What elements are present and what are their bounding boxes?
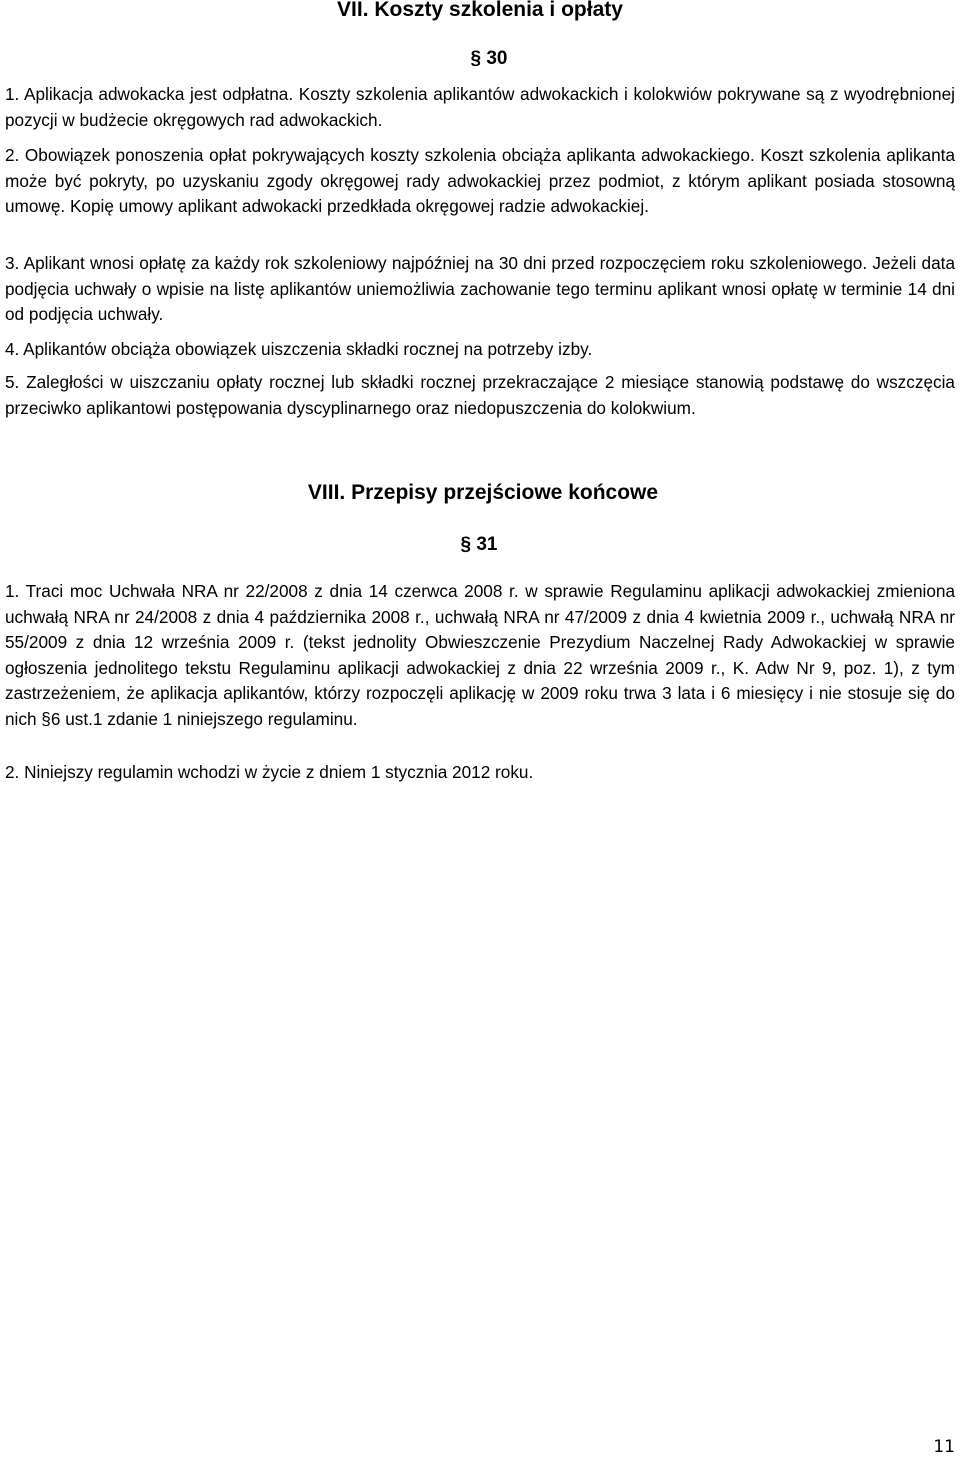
section-7-item-1: 1. Aplikacja adwokacka jest odpłatna. Koszty szkolenia aplikantów adwokackich i kolokwiów pokrywane są z wyodrębnionej pozycji w budżecie okręgowych rad adwokackich. (5, 84, 955, 130)
section-7-item-4: 4. Aplikantów obciąża obowiązek uiszczenia składki rocznej na potrzeby izby. (5, 339, 593, 359)
section-7-item-3: 3. Aplikant wnosi opłatę za każdy rok szkoleniowy najpóźniej na 30 dni przed rozpoczęciem roku szkoleniowego. Jeżeli data podjęcia uchwały o wpisie na listę aplikantów uniemożliwia zachowanie tego terminu aplikant wnosi opłatę w terminie 14 dni od podjęcia uchwały. (5, 253, 955, 324)
section-7-title: VII. Koszty szkolenia i opłaty (337, 0, 623, 21)
section-8-item-1: 1. Traci moc Uchwała NRA nr 22/2008 z dnia 14 czerwca 2008 r. w sprawie Regulaminu aplikacji adwokackiej zmieniona uchwałą NRA nr 24/2008 z dnia 4 października 2008 r., uchwałą NRA nr 47/2009 z dnia 4 kwietnia 2009 r., uchwałą NRA nr 55/2009 z dnia 12 września 2009 r. (tekst jednolity Obwieszczenie Prezydium Naczelnej Rady Adwokackiej w sprawie ogłoszenia jednolitego tekstu Regulaminu aplikacji adwokackiej z dnia 22 września 2009 r., K. Adw Nr 9, poz. 1), z tym zastrzeżeniem, że aplikacja aplikantów, którzy rozpoczęli aplikację w 2009 roku trwa 3 lata i 6 miesięcy i nie stosuje się do nich §6 ust.1 zdanie 1 niniejszego regulaminu. (5, 581, 955, 729)
section-7-item-5: 5. Zaległości w uiszczaniu opłaty rocznej lub składki rocznej przekraczające 2 miesiące stanowią podstawę do wszczęcia przeciwko aplikantowi postępowania dyscyplinarnego oraz niedopuszczenia do kolokwium. (5, 372, 955, 418)
section-8-title: VIII. Przepisy przejściowe końcowe (307, 481, 659, 504)
section-7-item-2: 2. Obowiązek ponoszenia opłat pokrywających koszty szkolenia obciąża aplikanta adwokackiego. Koszt szkolenia aplikanta może być pokryty, po uzyskaniu zgody okręgowej rady adwokackiej przez podmiot, z którym aplikant posiada stosowną umowę. Kopię umowy aplikant adwokacki przedkłada okręgowej radzie adwokackiej. (5, 145, 955, 216)
paragraph-30-heading: § 30 (470, 48, 508, 69)
section-8-item-2: 2. Niniejszy regulamin wchodzi w życie z dniem 1 stycznia 2012 roku. (5, 762, 534, 782)
paragraph-31-heading: § 31 (460, 534, 498, 555)
page-number: 11 (933, 1437, 955, 1457)
